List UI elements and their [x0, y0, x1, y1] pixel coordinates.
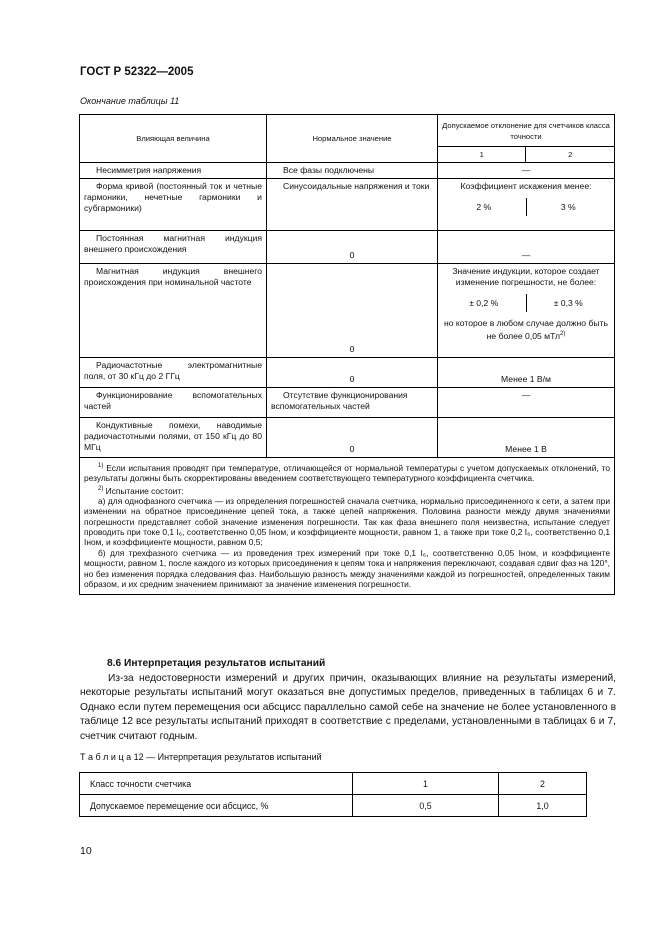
table-row: Постоянная магнитная индукция внешнего происхождения 0 —	[80, 231, 615, 264]
header-influence: Влияющая величина	[80, 115, 267, 163]
header-class1: 1	[438, 147, 526, 163]
table-row: Функционирование вспомогательных частей Отсутствие функционирования вспомогательных частей —	[80, 388, 615, 418]
table-row: Несимметрия напряжения Все фазы подключены —	[80, 163, 615, 179]
table12-caption: Т а б л и ц а 12 — Интерпретация результатов испытаний	[80, 752, 322, 762]
table-row: Допускаемое перемещение оси абсцисс, % 0,5 1,0	[80, 795, 587, 817]
section-heading: 8.6 Интерпретация результатов испытаний	[107, 658, 326, 669]
footnote-1: $^{1)}$ Если испытания проводят при температуре, отличающейся от нормальной температуры с учетом допускаемых отклонений, то результаты должны быть скорректированы введением соответствующего температурного коэффициента счетчика.	[84, 462, 610, 484]
footnote-2b: б) для трехфазного счетчика — из проведения трех измерений при токе 0,1 I₆, соответственно 0,05 Iном, и коэффициенте мощности, равном 1, после каждого из которых присоединения к цепям тока и напряжения переключают, создавая сдвиг фаз на 120°, но без изменения порядка следования фаз. Наибольшую разность между значениями каждой из погрешностей, определенных таким образом, и их средним значением принимают за значение изменения погрешности.	[84, 547, 610, 590]
table-footnotes	[80, 458, 615, 595]
header-class2: 2	[526, 147, 615, 163]
header-normal: Нормальное значение	[267, 115, 438, 163]
table-row: Радиочастотные электромагнитные поля, от 30 кГц до 2 ГГц 0 Менее 1 В/м	[80, 358, 615, 388]
footnote-2a: а) для однофазного счетчика — из определения погрешностей сначала счетчика, нормально присоединенного к сети, а затем при изменении на обратное присоединение цепей тока, а также цепей напряжения. Половина разности между двумя значениями погрешности представляет собой значение изменения погрешности. Так как фаза внешнего поля неизвестна, испытание следует проводить при токе 0,1 I₆, соответственно 0,05 Iном, и коэффициенте мощности, равном 1, а также при токе 0,2 I₆, соответственно 0,1 Iном, и коэффициенте мощности, равном 0,5;	[84, 495, 610, 548]
table-12	[79, 772, 587, 817]
document-header: ГОСТ Р 52322—2005	[80, 66, 194, 78]
table-row: Класс точности счетчика 1 2	[80, 773, 587, 795]
footnote-2: $^{2)}$ Испытание состоит:	[98, 485, 184, 496]
table-row: Кондуктивные помехи, наводимые радиочастотными полями, от 150 кГц до 80 МГц 0 Менее 1 В	[80, 418, 615, 458]
page-number: 10	[80, 845, 92, 857]
header-allowed: Допускаемое отклонение для счетчиков класса точности	[438, 115, 615, 147]
section-body: Из-за недостоверности измерений и других причин, оказывающих влияние на результаты измерений, некоторые результаты испытаний могут оказаться вне допустимых пределов, приведенных в таблицах 6 и 7. Однако если путем перемещения оси абсцисс параллельно самой себе на значение не более установленного в таблице 12 все результаты испытаний приходят в соответствие с пределами, установленными в таблицах 6 и 7, счетчик считают годным.	[80, 673, 616, 742]
table-row: Магнитная индукция внешнего происхождения при номинальной частоте 0 Значение индукции, которое создает изменение погрешности, не более: ± 0,2 % ± 0,3 % но которое в любом случае должно быть не более 0,05 мТл$^{2)}$	[80, 264, 615, 358]
table11-caption: Окончание таблицы 11	[80, 96, 180, 106]
table-11	[79, 114, 615, 595]
table-row: Форма кривой (постоянный ток и четные гармоники, нечетные гармоники и субгармоники) Синусоидальные напряжения и токи Коэффициент искажения менее: 2 % 3 %	[80, 179, 615, 231]
